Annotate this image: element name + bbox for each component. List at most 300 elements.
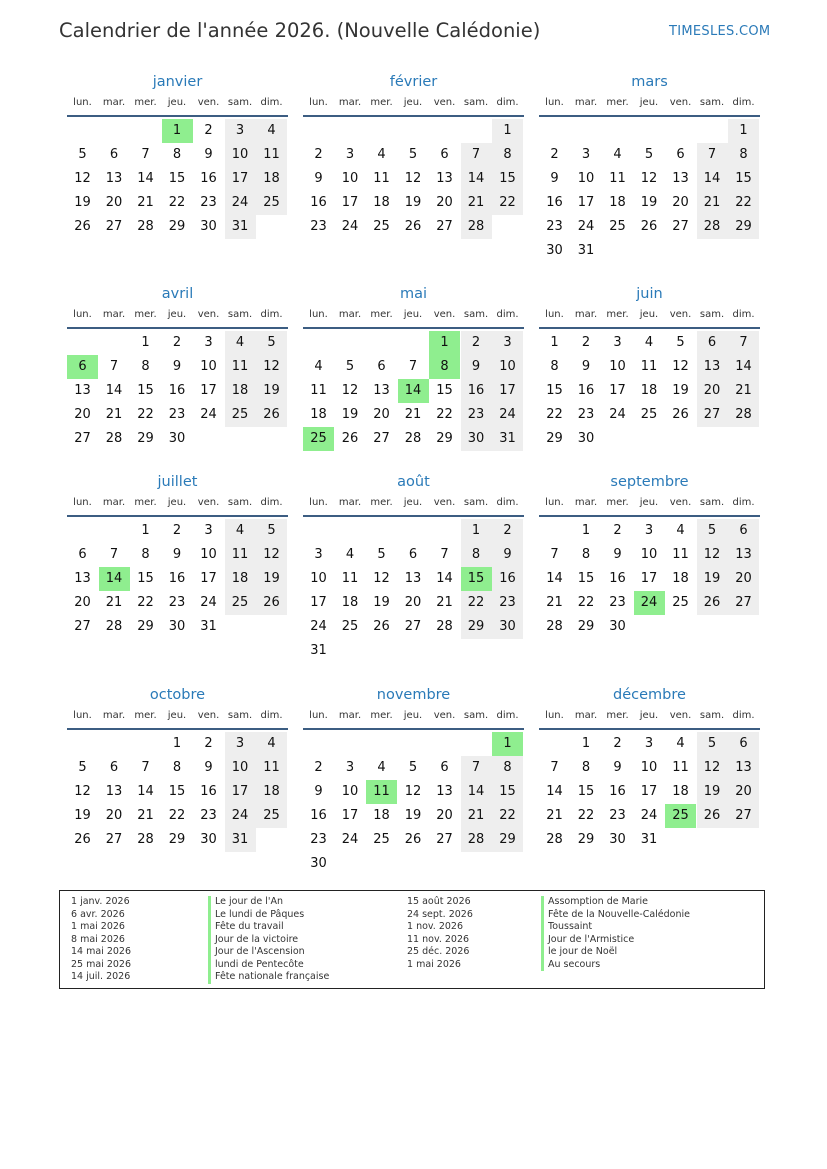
day-cell: 5 bbox=[78, 147, 87, 162]
day-cell: 19 bbox=[373, 595, 390, 610]
day-cell: 6 bbox=[697, 331, 728, 355]
day-cell: 4 bbox=[225, 331, 256, 355]
day-cell: 2 bbox=[613, 523, 622, 538]
day-cell: 19 bbox=[640, 195, 658, 210]
day-cell: 30 bbox=[310, 856, 327, 871]
weekday-header: sam. bbox=[699, 309, 725, 320]
day-cell: 6 bbox=[408, 547, 418, 562]
day-cell: 22 bbox=[728, 191, 759, 215]
day-cell: 4 bbox=[377, 760, 386, 775]
day-cell: 14 bbox=[461, 780, 492, 804]
day-cell: 1 bbox=[141, 335, 150, 350]
day-cell: 26 bbox=[74, 219, 91, 234]
day-cell: 22 bbox=[492, 191, 523, 215]
day-cell: 2 bbox=[204, 123, 213, 138]
day-cell: 27 bbox=[74, 431, 91, 446]
day-cell: 19 bbox=[672, 383, 689, 398]
day-cell: 8 bbox=[581, 547, 591, 562]
day-cell: 19 bbox=[74, 808, 91, 823]
day-cell: 23 bbox=[461, 403, 492, 427]
weekday-header: sam. bbox=[699, 710, 725, 721]
day-cell: 3 bbox=[345, 147, 355, 162]
day-cell: 22 bbox=[546, 407, 563, 422]
day-cell: 22 bbox=[461, 591, 492, 615]
day-cell: 24 bbox=[341, 832, 359, 847]
day-cell: 24 bbox=[341, 219, 359, 234]
brand-link[interactable]: TIMESLES.COM bbox=[669, 24, 771, 39]
day-cell: 16 bbox=[461, 379, 492, 403]
day-cell: 11 bbox=[256, 756, 287, 780]
day-cell: 28 bbox=[436, 619, 453, 634]
day-cell: 17 bbox=[640, 571, 658, 586]
weekday-header: dim. bbox=[260, 97, 283, 108]
weekday-header: ven. bbox=[669, 497, 692, 508]
weekday-header: mer. bbox=[606, 497, 629, 508]
day-cell: 21 bbox=[461, 191, 492, 215]
day-cell: 7 bbox=[408, 359, 418, 374]
day-cell: 31 bbox=[577, 243, 595, 258]
day-cell: 31 bbox=[492, 427, 523, 451]
holiday-name: Fête nationale française bbox=[208, 971, 329, 984]
day-cell: 29 bbox=[492, 828, 523, 852]
weekday-header: sam. bbox=[463, 309, 489, 320]
day-cell: 4 bbox=[225, 519, 256, 543]
day-cell: 16 bbox=[310, 195, 327, 210]
month-divider bbox=[539, 728, 760, 730]
weekday-header: lun. bbox=[309, 710, 328, 721]
day-cell: 16 bbox=[609, 571, 626, 586]
day-cell: 25 bbox=[373, 832, 390, 847]
day-cell: 19 bbox=[256, 379, 287, 403]
weekday-header: ven. bbox=[669, 97, 692, 108]
day-cell: 10 bbox=[577, 171, 595, 186]
day-cell: 1 bbox=[141, 523, 150, 538]
day-cell: 21 bbox=[404, 407, 422, 422]
day-cell: 11 bbox=[373, 171, 390, 186]
weekday-header: ven. bbox=[197, 97, 220, 108]
weekday-header: dim. bbox=[496, 710, 519, 721]
day-cell: 2 bbox=[314, 760, 323, 775]
holiday-date: 25 mai 2026 bbox=[71, 958, 132, 970]
day-cell: 17 bbox=[609, 383, 626, 398]
holiday-day-cell: 15 bbox=[461, 567, 492, 591]
weekday-header: mar. bbox=[102, 309, 126, 320]
day-cell: 14 bbox=[546, 784, 563, 799]
day-cell: 12 bbox=[404, 171, 422, 186]
day-cell: 18 bbox=[672, 571, 689, 586]
day-cell: 8 bbox=[492, 143, 523, 167]
holiday-day-cell: 14 bbox=[398, 379, 429, 403]
day-cell: 1 bbox=[492, 119, 523, 143]
holiday-name: Au secours bbox=[541, 959, 600, 972]
day-cell: 21 bbox=[105, 407, 123, 422]
day-cell: 31 bbox=[200, 619, 217, 634]
day-cell: 8 bbox=[461, 543, 492, 567]
day-cell: 13 bbox=[74, 383, 91, 398]
day-cell: 18 bbox=[640, 383, 658, 398]
day-cell: 22 bbox=[137, 407, 154, 422]
weekday-header: dim. bbox=[732, 97, 755, 108]
day-cell: 30 bbox=[492, 615, 523, 639]
month-name: septembre bbox=[610, 474, 689, 490]
day-cell: 13 bbox=[672, 171, 689, 186]
day-cell: 13 bbox=[373, 383, 390, 398]
day-cell: 13 bbox=[728, 756, 759, 780]
day-cell: 20 bbox=[373, 407, 390, 422]
day-cell: 22 bbox=[168, 195, 186, 210]
day-cell: 11 bbox=[341, 571, 359, 586]
day-cell: 27 bbox=[697, 403, 728, 427]
month-name: janvier bbox=[152, 74, 203, 90]
holiday-date: 24 sept. 2026 bbox=[407, 908, 473, 920]
day-cell: 9 bbox=[461, 355, 492, 379]
day-cell: 10 bbox=[225, 143, 256, 167]
day-cell: 13 bbox=[436, 784, 453, 799]
day-cell: 16 bbox=[609, 784, 626, 799]
holiday-name: Jour de la victoire bbox=[208, 934, 298, 947]
day-cell: 3 bbox=[581, 147, 591, 162]
day-cell: 14 bbox=[436, 571, 453, 586]
day-cell: 30 bbox=[546, 243, 563, 258]
day-cell: 26 bbox=[672, 407, 689, 422]
day-cell: 7 bbox=[141, 760, 150, 775]
day-cell: 6 bbox=[109, 760, 119, 775]
weekday-header: lun. bbox=[73, 97, 92, 108]
day-cell: 28 bbox=[137, 219, 154, 234]
weekday-header: dim. bbox=[260, 309, 283, 320]
month-divider bbox=[303, 115, 524, 117]
weekday-header: dim. bbox=[732, 497, 755, 508]
day-cell: 9 bbox=[613, 760, 622, 775]
day-cell: 13 bbox=[697, 355, 728, 379]
weekday-header: sam. bbox=[227, 710, 253, 721]
weekday-header: sam. bbox=[699, 97, 725, 108]
month-name: octobre bbox=[149, 687, 206, 703]
weekday-header: mer. bbox=[370, 710, 393, 721]
day-cell: 12 bbox=[74, 171, 91, 186]
day-cell: 19 bbox=[697, 567, 728, 591]
day-cell: 21 bbox=[546, 595, 563, 610]
day-cell: 29 bbox=[168, 832, 186, 847]
day-cell: 12 bbox=[256, 543, 287, 567]
day-cell: 6 bbox=[78, 547, 87, 562]
month-divider bbox=[303, 515, 524, 517]
weekday-header: mar. bbox=[102, 497, 126, 508]
day-cell: 14 bbox=[461, 167, 492, 191]
holiday-name: Le lundi de Pâques bbox=[208, 909, 304, 922]
day-cell: 7 bbox=[461, 143, 492, 167]
day-cell: 9 bbox=[204, 147, 213, 162]
day-cell: 1 bbox=[728, 119, 759, 143]
day-cell: 14 bbox=[105, 383, 123, 398]
day-cell: 4 bbox=[613, 147, 622, 162]
weekday-header: ven. bbox=[197, 309, 220, 320]
day-cell: 17 bbox=[577, 195, 595, 210]
day-cell: 4 bbox=[314, 359, 323, 374]
day-cell: 12 bbox=[672, 359, 689, 374]
weekday-header: lun. bbox=[73, 309, 92, 320]
day-cell: 7 bbox=[109, 359, 119, 374]
day-cell: 3 bbox=[225, 732, 256, 756]
weekday-header: dim. bbox=[496, 97, 519, 108]
day-cell: 28 bbox=[697, 215, 728, 239]
weekday-header: lun. bbox=[545, 710, 564, 721]
day-cell: 20 bbox=[728, 567, 759, 591]
day-cell: 5 bbox=[676, 335, 685, 350]
holiday-date: 1 janv. 2026 bbox=[71, 896, 130, 907]
day-cell: 26 bbox=[697, 591, 728, 615]
day-cell: 27 bbox=[728, 804, 759, 828]
weekday-header: ven. bbox=[669, 710, 692, 721]
day-cell: 28 bbox=[461, 828, 492, 852]
day-cell: 30 bbox=[168, 431, 186, 446]
day-cell: 20 bbox=[74, 407, 91, 422]
weekday-header: lun. bbox=[73, 710, 92, 721]
day-cell: 21 bbox=[105, 595, 123, 610]
weekday-header: sam. bbox=[227, 309, 253, 320]
day-cell: 12 bbox=[74, 784, 91, 799]
day-cell: 14 bbox=[728, 355, 759, 379]
day-cell: 29 bbox=[461, 615, 492, 639]
day-cell: 10 bbox=[200, 359, 217, 374]
day-cell: 2 bbox=[314, 147, 323, 162]
day-cell: 15 bbox=[168, 784, 186, 799]
holiday-day-cell: 24 bbox=[634, 591, 665, 615]
day-cell: 4 bbox=[345, 547, 355, 562]
day-cell: 24 bbox=[577, 219, 595, 234]
day-cell: 22 bbox=[577, 808, 595, 823]
holiday-date: 11 nov. 2026 bbox=[407, 933, 470, 945]
day-cell: 24 bbox=[200, 407, 217, 422]
day-cell: 29 bbox=[728, 215, 759, 239]
holiday-day-cell: 11 bbox=[366, 780, 397, 804]
day-cell: 16 bbox=[492, 567, 523, 591]
day-cell: 26 bbox=[404, 219, 422, 234]
day-cell: 8 bbox=[172, 147, 182, 162]
month-divider bbox=[67, 728, 288, 730]
weekday-header: ven. bbox=[433, 309, 456, 320]
day-cell: 9 bbox=[314, 784, 323, 799]
weekday-header: jeu. bbox=[167, 97, 187, 108]
day-cell: 17 bbox=[310, 595, 327, 610]
day-cell: 13 bbox=[74, 571, 91, 586]
day-cell: 16 bbox=[168, 383, 186, 398]
day-cell: 12 bbox=[640, 171, 658, 186]
day-cell: 17 bbox=[640, 784, 658, 799]
weekday-header: mer. bbox=[134, 710, 157, 721]
day-cell: 28 bbox=[546, 832, 563, 847]
month-divider bbox=[67, 115, 288, 117]
weekday-header: mar. bbox=[574, 497, 598, 508]
day-cell: 20 bbox=[728, 780, 759, 804]
day-cell: 12 bbox=[404, 784, 422, 799]
day-cell: 19 bbox=[404, 808, 422, 823]
day-cell: 8 bbox=[550, 359, 559, 374]
day-cell: 27 bbox=[404, 619, 422, 634]
weekday-header: jeu. bbox=[167, 710, 187, 721]
day-cell: 21 bbox=[461, 804, 492, 828]
day-cell: 7 bbox=[440, 547, 449, 562]
day-cell: 13 bbox=[728, 543, 759, 567]
holiday-name: Assomption de Marie bbox=[541, 896, 648, 909]
day-cell: 25 bbox=[225, 403, 256, 427]
day-cell: 23 bbox=[168, 407, 186, 422]
weekday-header: dim. bbox=[732, 710, 755, 721]
day-cell: 7 bbox=[109, 547, 119, 562]
day-cell: 9 bbox=[550, 171, 559, 186]
day-cell: 20 bbox=[404, 595, 422, 610]
weekday-header: jeu. bbox=[403, 97, 423, 108]
month-name: juin bbox=[636, 286, 663, 302]
day-cell: 22 bbox=[577, 595, 595, 610]
weekday-header: mer. bbox=[134, 309, 157, 320]
day-cell: 6 bbox=[728, 519, 759, 543]
day-cell: 28 bbox=[546, 619, 563, 634]
day-cell: 28 bbox=[461, 215, 492, 239]
month-name: juillet bbox=[157, 474, 198, 490]
day-cell: 25 bbox=[672, 595, 689, 610]
day-cell: 28 bbox=[105, 431, 123, 446]
weekday-header: dim. bbox=[496, 497, 519, 508]
day-cell: 18 bbox=[373, 195, 390, 210]
day-cell: 17 bbox=[492, 379, 523, 403]
day-cell: 25 bbox=[256, 191, 287, 215]
day-cell: 29 bbox=[577, 832, 595, 847]
day-cell: 17 bbox=[225, 780, 256, 804]
day-cell: 3 bbox=[492, 331, 523, 355]
holiday-date: 25 déc. 2026 bbox=[407, 946, 470, 957]
holiday-date: 1 nov. 2026 bbox=[407, 921, 463, 932]
day-cell: 18 bbox=[609, 195, 626, 210]
day-cell: 5 bbox=[345, 359, 355, 374]
day-cell: 14 bbox=[697, 167, 728, 191]
day-cell: 15 bbox=[546, 383, 563, 398]
day-cell: 25 bbox=[341, 619, 359, 634]
day-cell: 18 bbox=[225, 567, 256, 591]
weekday-header: ven. bbox=[197, 497, 220, 508]
day-cell: 16 bbox=[577, 383, 595, 398]
day-cell: 7 bbox=[550, 547, 559, 562]
month-divider bbox=[67, 327, 288, 329]
day-cell: 2 bbox=[172, 523, 182, 538]
day-cell: 19 bbox=[256, 567, 287, 591]
day-cell: 11 bbox=[225, 543, 256, 567]
day-cell: 3 bbox=[613, 335, 622, 350]
day-cell: 15 bbox=[137, 383, 154, 398]
day-cell: 5 bbox=[697, 732, 728, 756]
day-cell: 31 bbox=[640, 832, 658, 847]
day-cell: 6 bbox=[440, 760, 449, 775]
day-cell: 22 bbox=[168, 808, 186, 823]
day-cell: 10 bbox=[640, 547, 658, 562]
day-cell: 25 bbox=[373, 219, 390, 234]
day-cell: 16 bbox=[200, 784, 217, 799]
day-cell: 16 bbox=[546, 195, 563, 210]
day-cell: 12 bbox=[697, 756, 728, 780]
day-cell: 27 bbox=[105, 832, 123, 847]
day-cell: 4 bbox=[644, 335, 654, 350]
day-cell: 8 bbox=[141, 547, 150, 562]
day-cell: 11 bbox=[640, 359, 658, 374]
day-cell: 7 bbox=[461, 756, 492, 780]
day-cell: 23 bbox=[492, 591, 523, 615]
day-cell: 25 bbox=[256, 804, 287, 828]
weekday-header: ven. bbox=[433, 497, 456, 508]
day-cell: 18 bbox=[256, 780, 287, 804]
day-cell: 18 bbox=[310, 407, 327, 422]
weekday-header: ven. bbox=[433, 710, 456, 721]
day-cell: 2 bbox=[492, 519, 523, 543]
weekday-header: jeu. bbox=[639, 309, 659, 320]
day-cell: 8 bbox=[581, 760, 591, 775]
month-name: février bbox=[389, 74, 438, 90]
weekday-header: ven. bbox=[197, 710, 220, 721]
day-cell: 7 bbox=[141, 147, 150, 162]
day-cell: 11 bbox=[310, 383, 327, 398]
day-cell: 8 bbox=[172, 760, 182, 775]
weekday-header: lun. bbox=[309, 309, 328, 320]
weekday-header: mar. bbox=[574, 97, 598, 108]
day-cell: 5 bbox=[644, 147, 654, 162]
day-cell: 26 bbox=[256, 591, 287, 615]
day-cell: 20 bbox=[436, 808, 453, 823]
holiday-name: Jour de l'Armistice bbox=[541, 934, 634, 947]
day-cell: 9 bbox=[172, 547, 182, 562]
day-cell: 10 bbox=[609, 359, 626, 374]
weekday-header: lun. bbox=[545, 309, 564, 320]
holiday-day-cell: 25 bbox=[665, 804, 696, 828]
holiday-date: 8 mai 2026 bbox=[71, 933, 125, 945]
day-cell: 9 bbox=[204, 760, 213, 775]
weekday-header: lun. bbox=[545, 497, 564, 508]
day-cell: 12 bbox=[256, 355, 287, 379]
day-cell: 3 bbox=[644, 736, 654, 751]
day-cell: 10 bbox=[200, 547, 217, 562]
day-cell: 31 bbox=[225, 828, 256, 852]
day-cell: 2 bbox=[581, 335, 591, 350]
holiday-name: le jour de Noël bbox=[541, 946, 617, 959]
day-cell: 21 bbox=[728, 379, 759, 403]
holiday-name: Le jour de l'An bbox=[208, 896, 283, 909]
day-cell: 25 bbox=[609, 219, 626, 234]
weekday-header: mer. bbox=[134, 497, 157, 508]
month-divider bbox=[539, 327, 760, 329]
day-cell: 27 bbox=[373, 431, 390, 446]
month-divider bbox=[303, 327, 524, 329]
day-cell: 26 bbox=[640, 219, 658, 234]
holiday-date: 15 août 2026 bbox=[407, 896, 471, 907]
weekday-header: mar. bbox=[102, 710, 126, 721]
weekday-header: jeu. bbox=[167, 309, 187, 320]
day-cell: 6 bbox=[377, 359, 386, 374]
weekday-header: mar. bbox=[102, 97, 126, 108]
day-cell: 29 bbox=[168, 219, 186, 234]
weekday-header: jeu. bbox=[639, 97, 659, 108]
holiday-date: 14 juil. 2026 bbox=[71, 971, 131, 982]
month-divider bbox=[539, 515, 760, 517]
day-cell: 28 bbox=[137, 832, 154, 847]
day-cell: 30 bbox=[168, 619, 186, 634]
day-cell: 8 bbox=[141, 359, 150, 374]
day-cell: 17 bbox=[200, 571, 217, 586]
day-cell: 20 bbox=[105, 808, 123, 823]
weekday-header: dim. bbox=[260, 710, 283, 721]
day-cell: 25 bbox=[225, 591, 256, 615]
day-cell: 4 bbox=[256, 732, 287, 756]
day-cell: 2 bbox=[550, 147, 559, 162]
day-cell: 1 bbox=[461, 519, 492, 543]
day-cell: 6 bbox=[109, 147, 119, 162]
